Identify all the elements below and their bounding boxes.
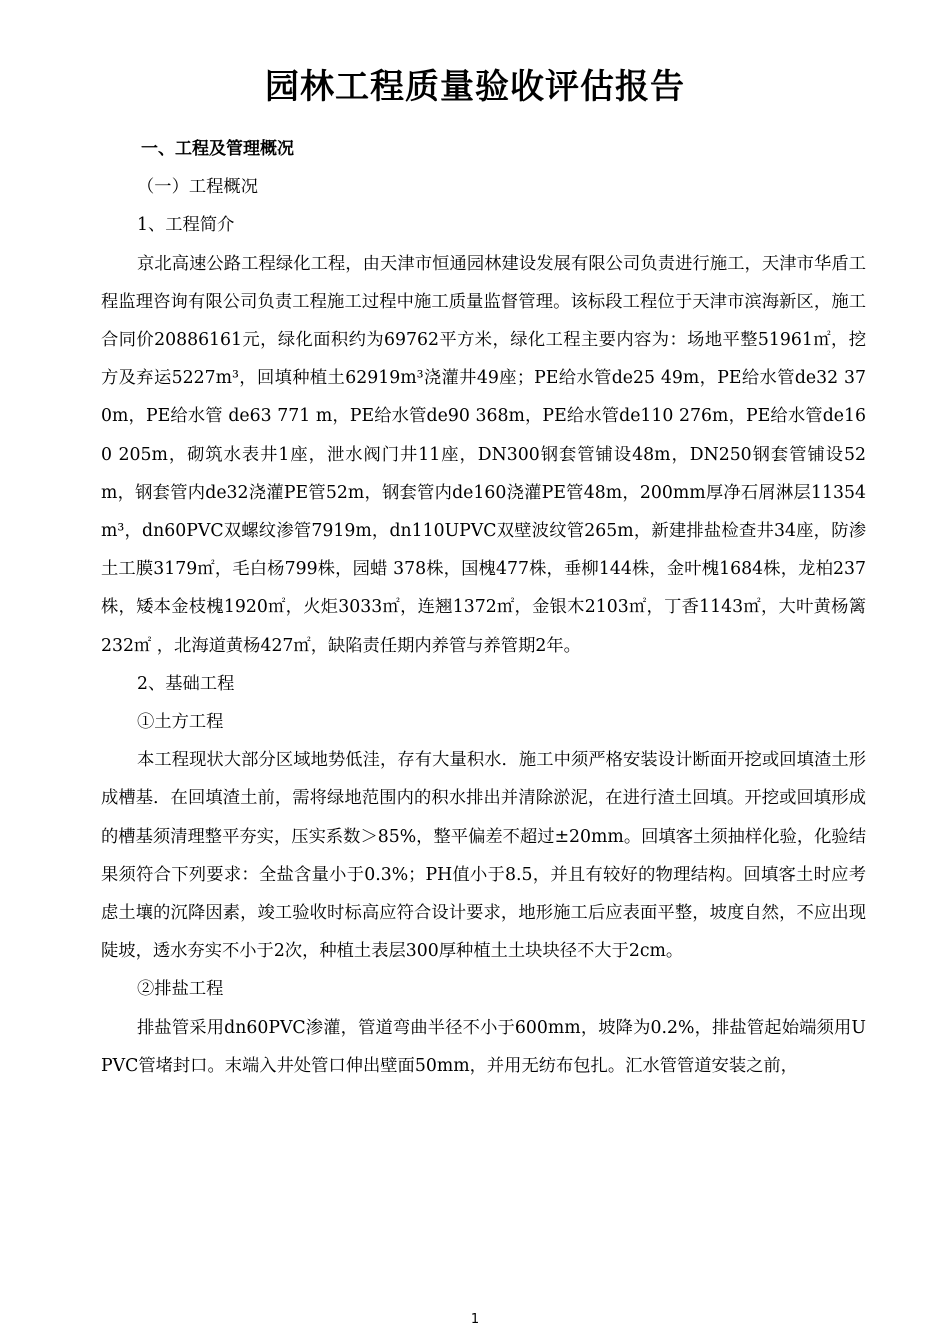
paragraph-salt-drainage: 排盐管采用dn60PVC渗灌，管道弯曲半径不小于600mm，坡降为0.2%，排盐管起始端须用UPVC管堵封口。末端入井处管口伸出壁面50mm，并用无纺布包扎。汇水管管道安装之前， bbox=[101, 1017, 866, 1076]
document-title: 园林工程质量验收评估报告 bbox=[265, 67, 685, 107]
item-heading-project-intro: 1、工程简介 bbox=[137, 215, 235, 236]
sub-heading-earthwork: ①土方工程 bbox=[137, 712, 224, 733]
paragraph-project-intro: 京北高速公路工程绿化工程，由天津市恒通园林建设发展有限公司负责进行施工，天津市华盾工程监理咨询有限公司负责工程施工过程中施工质量监督管理。该标段工程位于天津市滨海新区，施工合同价20886161元，绿化面积约为69762平方米，绿化工程主要内容为：场地平整51961㎡，挖方及弃运5227m³，回填种植土62919m³浇灌井49座；PE给水管de25 49m，PE给水管de32 370m，PE给水管 de63 771 m，PE给水管de90 368m，PE给水管de110 276m，PE给水管de160 205m，砌筑水表井1座，泄水阀门井11座，DN300钢套管铺设48m，DN250钢套管铺设52m，钢套管内de32浇灌PE管52m，钢套管内de160浇灌PE管48m，200mm厚净石屑淋层11354m³，dn60PVC双螺纹渗管7919m，dn110UPVC双壁波纹管265m，新建排盐检查井34座，防渗土工膜3179㎡，毛白杨799株，园蜡 378株，国槐477株，垂柳144株，金叶槐1684株，龙柏237株，矮本金枝槐1920㎡，火炬3033㎡，连翘1372㎡，金银木2103㎡，丁香1143㎡，大叶黄杨篱232㎡ ，北海道黄杨427㎡，缺陷责任期内养管与养管期2年。 bbox=[101, 253, 866, 656]
section-heading: 一、工程及管理概况 bbox=[141, 139, 294, 159]
paragraph-earthwork: 本工程现状大部分区域地势低洼，存有大量积水．施工中须严格安装设计断面开挖或回填渣土形成槽基．在回填渣土前，需将绿地范围内的积水排出并清除淤泥，在进行渣土回填。开挖或回填形成的槽基须清理整平夯实，压实系数＞85%，整平偏差不超过±20mm。回填客土须抽样化验，化验结果须符合下列要求：全盐含量小于0.3%；PH值小于8.5，并且有较好的物理结构。回填客土时应考虑土壤的沉降因素，竣工验收时标高应符合设计要求，地形施工后应表面平整，坡度自然，不应出现陡坡，透水夯实不小于2次，种植土表层300厚种植土土块块径不大于2cm。 bbox=[101, 750, 866, 962]
item-heading-foundation: 2、基础工程 bbox=[137, 673, 235, 694]
page-number: 1 bbox=[470, 1312, 480, 1327]
subsection-heading: （一）工程概况 bbox=[137, 177, 258, 198]
document-body bbox=[101, 130, 866, 1085]
sub-heading-salt-drainage: ②排盐工程 bbox=[137, 979, 224, 1000]
